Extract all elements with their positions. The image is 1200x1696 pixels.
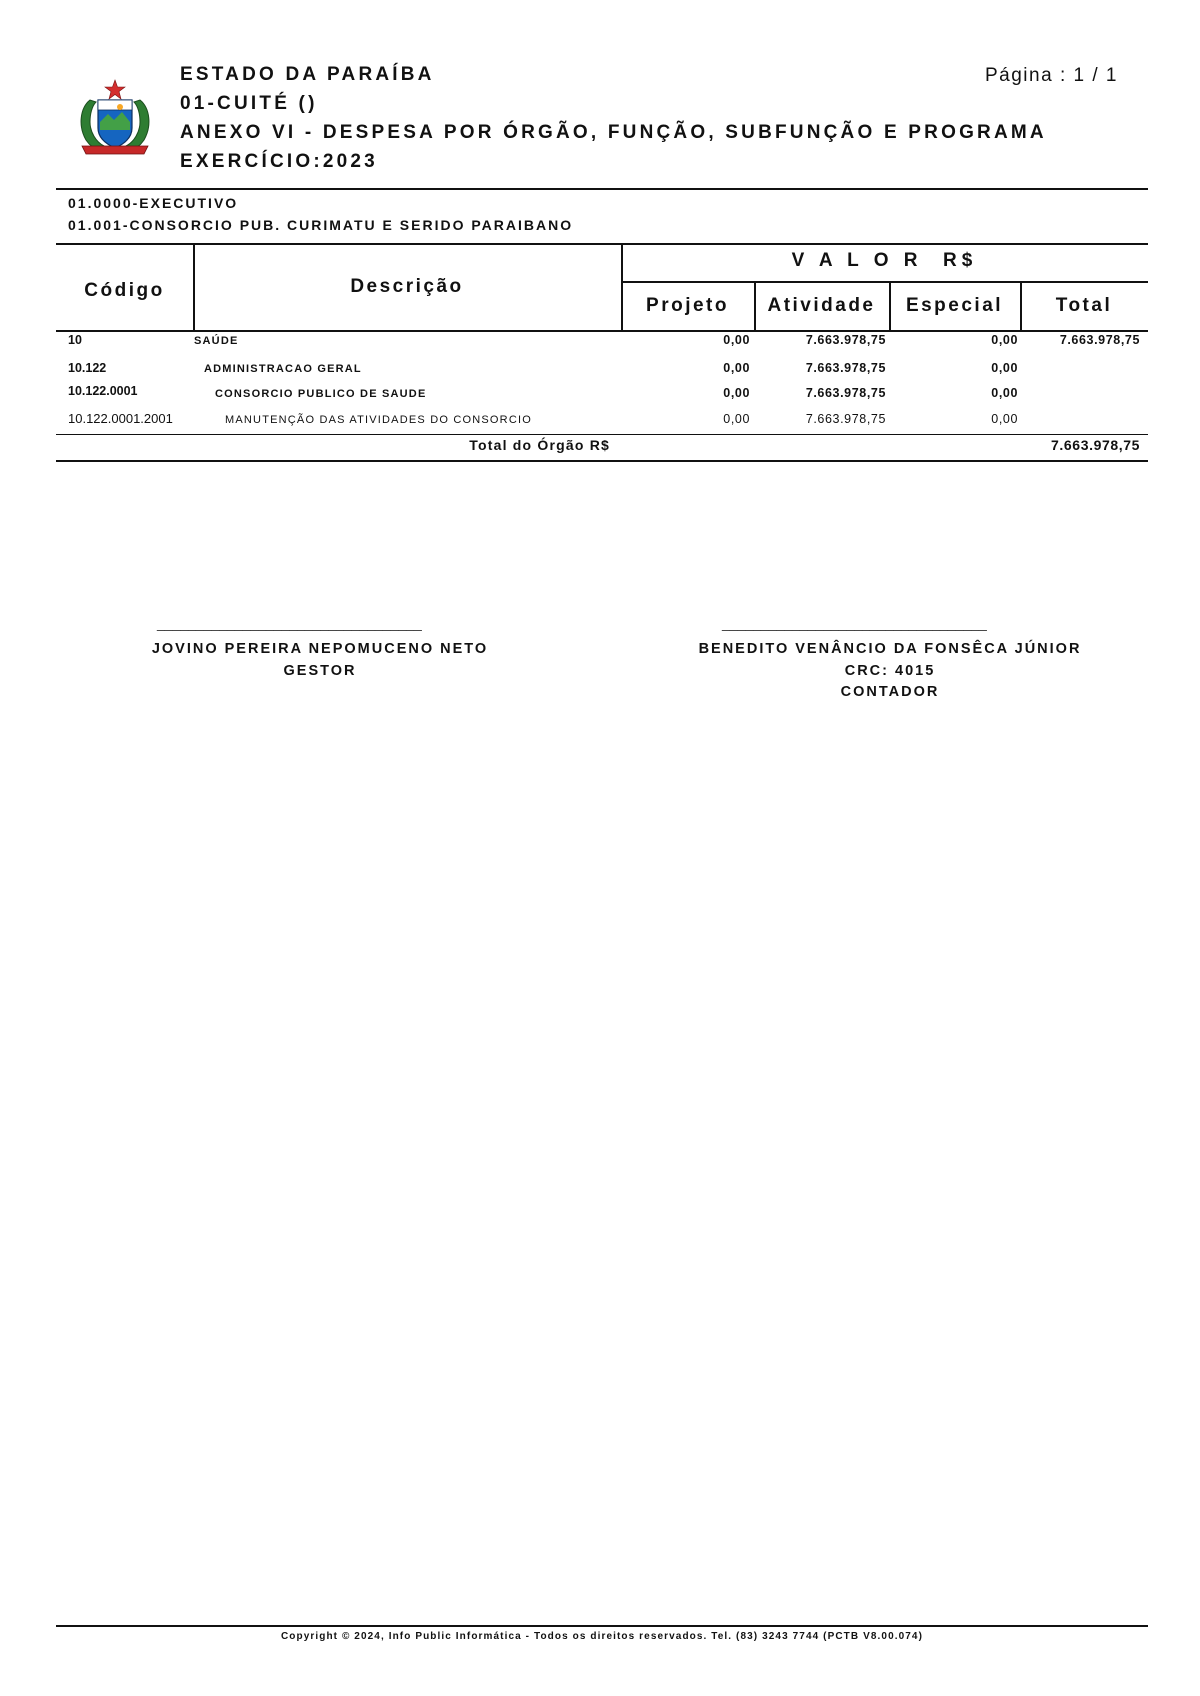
header-projeto: Projeto bbox=[646, 295, 729, 316]
organ-executive: 01.0000-EXECUTIVO bbox=[68, 195, 239, 211]
row-projeto: 0,00 bbox=[723, 361, 750, 375]
organ-unit: 01.001-CONSORCIO PUB. CURIMATU E SERIDO PARAIBANO bbox=[68, 217, 574, 233]
header-total: Total bbox=[1055, 295, 1113, 316]
total-top-rule bbox=[56, 434, 1148, 435]
signer-right-role: CONTADOR bbox=[840, 684, 940, 700]
valor-divider bbox=[621, 281, 1148, 283]
row-code: 10.122 bbox=[68, 361, 107, 375]
header-valor: V A L O R R$ bbox=[791, 250, 978, 271]
row-description: SAÚDE bbox=[194, 335, 239, 347]
signer-right-name: BENEDITO VENÂNCIO DA FONSÊCA JÚNIOR bbox=[698, 641, 1082, 657]
header-especial: Especial bbox=[905, 295, 1004, 316]
exercise-title: EXERCÍCIO:2023 bbox=[180, 151, 378, 172]
header-atividade: Atividade bbox=[767, 295, 876, 316]
row-projeto: 0,00 bbox=[723, 333, 750, 347]
row-code: 10 bbox=[68, 333, 82, 347]
row-code: 10.122.0001 bbox=[68, 384, 138, 398]
table-top-rule bbox=[56, 243, 1148, 245]
header-divider bbox=[56, 188, 1148, 190]
row-projeto: 0,00 bbox=[723, 412, 750, 426]
row-especial: 0,00 bbox=[991, 386, 1018, 400]
row-code: 10.122.0001.2001 bbox=[68, 411, 173, 426]
signer-left-role: GESTOR bbox=[283, 663, 357, 679]
header-descricao: Descrição bbox=[350, 276, 464, 297]
row-especial: 0,00 bbox=[991, 361, 1018, 375]
signer-right-crc: CRC: 4015 bbox=[844, 663, 936, 679]
row-description: MANUTENÇÃO DAS ATIVIDADES DO CONSORCIO bbox=[225, 414, 532, 426]
page-number: Página : 1 / 1 bbox=[985, 65, 1118, 86]
signature-line-right: __________________________________ bbox=[722, 615, 987, 631]
table-header-bottom-rule bbox=[56, 330, 1148, 332]
total-label: Total do Órgão R$ bbox=[469, 437, 610, 453]
total-bottom-rule bbox=[56, 460, 1148, 462]
entity-title: 01-CUITÉ () bbox=[180, 93, 318, 114]
state-title: ESTADO DA PARAÍBA bbox=[180, 64, 435, 85]
footer-copyright: Copyright © 2024, Info Public Informática - Todos os direitos reservados. Tel. (83) 3243 7744 (PCTB V8.00.074) bbox=[280, 1631, 924, 1642]
total-value: 7.663.978,75 bbox=[1051, 437, 1140, 453]
footer-rule bbox=[56, 1625, 1148, 1627]
row-atividade: 7.663.978,75 bbox=[805, 333, 886, 347]
row-atividade: 7.663.978,75 bbox=[805, 412, 886, 426]
row-atividade: 7.663.978,75 bbox=[805, 386, 886, 400]
row-especial: 0,00 bbox=[991, 412, 1018, 426]
signer-left-name: JOVINO PEREIRA NEPOMUCENO NETO bbox=[151, 641, 489, 657]
annex-title: ANEXO VI - DESPESA POR ÓRGÃO, FUNÇÃO, SUBFUNÇÃO E PROGRAMA bbox=[180, 122, 1047, 143]
row-description: ADMINISTRACAO GERAL bbox=[204, 363, 362, 375]
row-description: CONSORCIO PUBLICO DE SAUDE bbox=[215, 388, 427, 400]
signature-line-left: __________________________________ bbox=[157, 615, 422, 631]
paraiba-coat-of-arms-icon bbox=[72, 78, 158, 158]
row-total: 7.663.978,75 bbox=[1059, 333, 1140, 347]
row-especial: 0,00 bbox=[991, 333, 1018, 347]
header-codigo: Código bbox=[84, 280, 165, 301]
row-atividade: 7.663.978,75 bbox=[805, 361, 886, 375]
row-projeto: 0,00 bbox=[723, 386, 750, 400]
